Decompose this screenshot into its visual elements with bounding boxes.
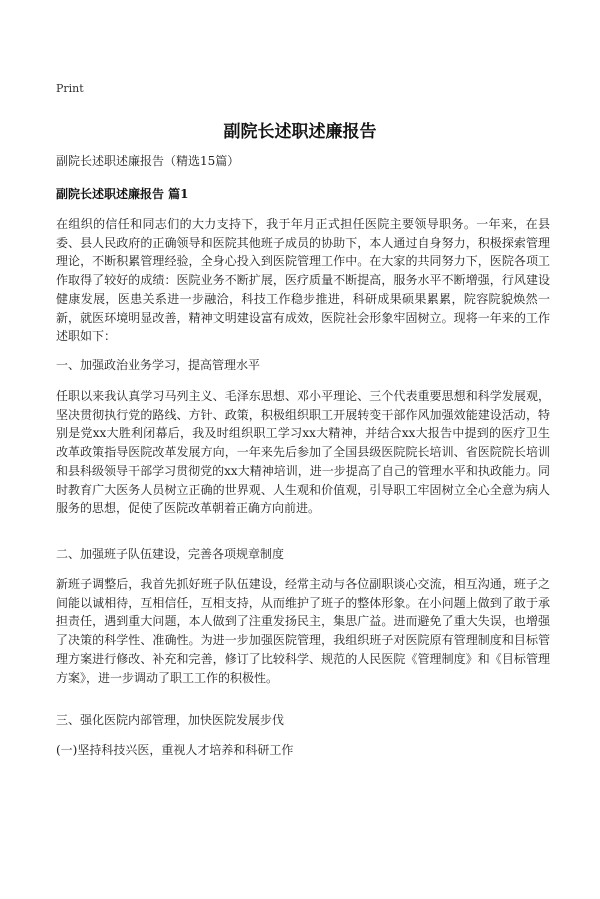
section-heading-2: 二、加强班子队伍建设，完善各项规章制度 xyxy=(56,547,285,561)
intro-paragraph: 在组织的信任和同志们的大力支持下，我于年月正式担任医院主要领导职务。一年来，在县委、县人民政府的正确领导和医院其他班子成员的协助下，本人通过自身努力，积极探索管理理论，不断积累管理经验，全身心投入到医院管理工作中。在大家的共同努力下，医院各项工作取得了较好的成绩：医院业务不断扩展，医疗质量不断提高，服务水平不断增强，行风建设健康发展，医患关系进一步融洽，科技工作稳步推进，科研成果硕果累累，院容院貌焕然一新，就医环境明显改善，精神文明建设富有成效，医院社会形象牢固树立。现将一年来的工作述职如下： xyxy=(56,217,550,344)
section-heading-3: 三、强化医院内部管理，加快医院发展步伐 xyxy=(56,713,285,727)
section-heading-1: 一、加强政治业务学习，提高管理水平 xyxy=(56,358,261,372)
section-2-paragraph: 新班子调整后，我首先抓好班子队伍建设，经常主动与各位副职谈心交流，相互沟通，班子之间能以诚相待，互相信任，互相支持，从而维护了班子的整体形象。在小问题上做到了敢于承担责任，遇到重大问题，本人做到了注重发扬民主，集思广益。进而避免了重大失误，也增强了决策的科学性、准确性。为进一步加强医院管理，我组织班子对医院原有管理制度和目标管理方案进行修改、补充和完善，修订了比较科学、规范的人民医院《管理制度》和《目标管理方案》，进一步调动了职工工作的积极性。 xyxy=(56,577,550,685)
chapter-heading: 副院长述职述廉报告 篇1 xyxy=(56,187,189,201)
section-1-paragraph: 任职以来我认真学习马列主义、毛泽东思想、邓小平理论、三个代表重要思想和科学发展观，坚决贯彻执行党的路线、方针、政策，积极组织职工开展转变干部作风加强效能建设活动，特别是党xx大胜利闭幕后，我及时组织职工学习xx大精神，并结合xx大报告中提到的医疗卫生改革政策指导医院改革发展方向，一年来先后参加了全国县级医院院长培训、省医院院长培训和县科级领导干部学习贯彻党的xx大精神培训，进一步提高了自己的管理水平和执政能力。同时教育广大医务人员树立正确的世界观、人生观和价值观，引导职工牢固树立全心全意为病人服务的思想，促使了医院改革朝着正确方向前进。 xyxy=(56,389,550,516)
document-title: 副院长述职述廉报告 xyxy=(223,122,377,142)
subsection-heading-1: (一)坚持科技兴医，重视人才培养和科研工作 xyxy=(56,743,294,757)
print-link[interactable]: Print xyxy=(56,82,84,95)
document-subtitle: 副院长述职述廉报告（精选15篇） xyxy=(56,154,240,168)
